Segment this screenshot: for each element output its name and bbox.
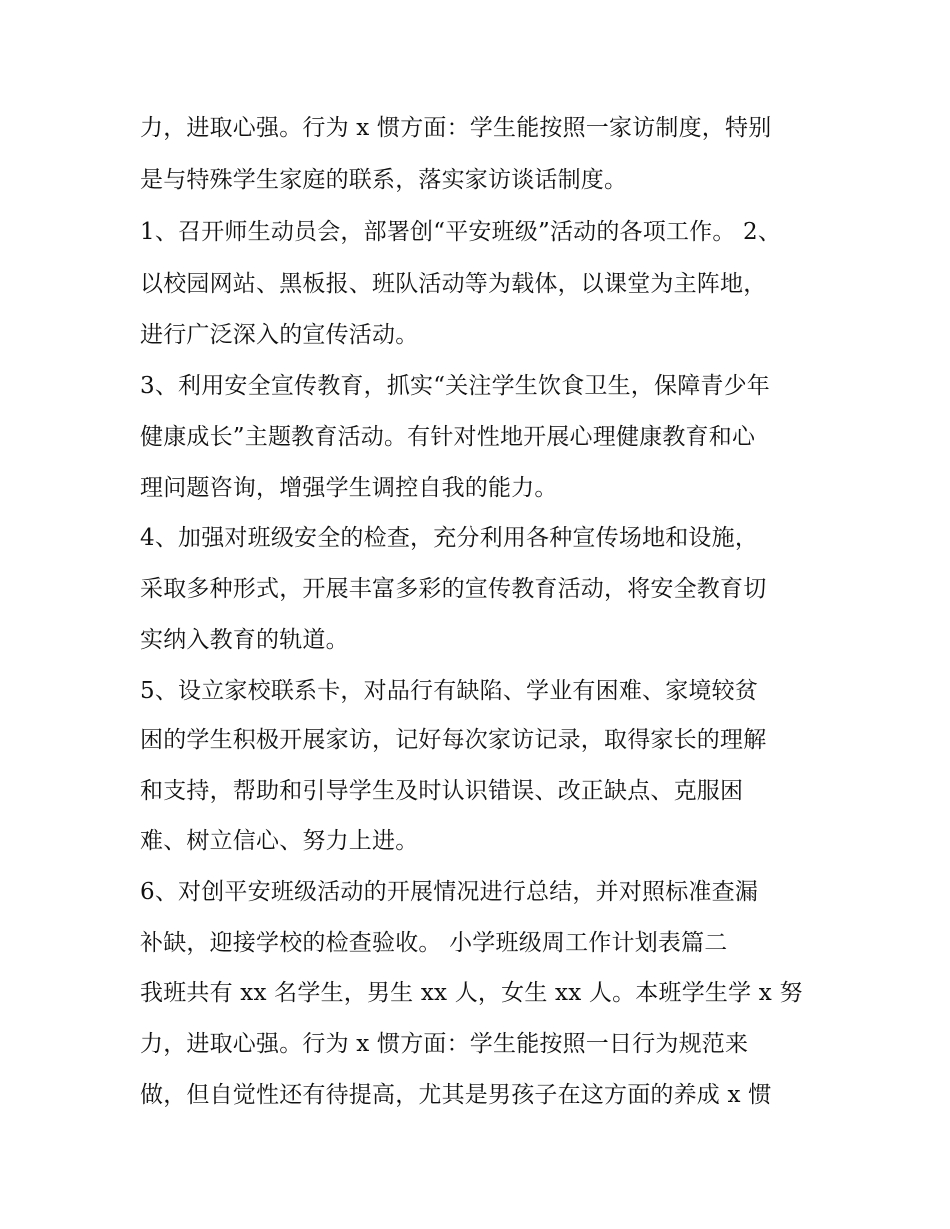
text-line: 3、利用安全宣传教育，抓实“关注学生饮食卫生，保障青少年: [140, 373, 770, 399]
text-line: 5、设立家校联系卡，对品行有缺陷、学业有困难、家境较贫: [140, 678, 759, 704]
text-line: 和支持，帮助和引导学生及时认识错误、改正缺点、克服困: [140, 778, 744, 804]
text-line: 困的学生积极开展家访，记好每次家访记录，取得家长的理解: [140, 727, 767, 753]
text-line: 难、树立信心、努力上进。: [140, 828, 419, 854]
text-line: 是与特殊学生家庭的联系，落实家访谈话制度。: [140, 167, 628, 193]
text-line: 我班共有 xx 名学生，男生 xx 人，女生 xx 人。本班学生学 x 努: [140, 980, 803, 1006]
text-line: 力，进取心强。行为 x 惯方面：学生能按照一日行为规范来: [140, 1031, 749, 1057]
text-line: 采取多种形式，开展丰富多彩的宣传教育活动，将安全教育切: [140, 576, 767, 602]
text-line: 健康成长”主题教育活动。有针对性地开展心理健康教育和心: [140, 424, 756, 450]
text-line: 实纳入教育的轨道。: [140, 627, 349, 653]
text-line: 进行广泛深入的宣传活动。: [140, 322, 419, 348]
text-line: 4、加强对班级安全的检查，充分利用各种宣传场地和设施，: [140, 525, 759, 551]
text-line: 理问题咨询，增强学生调控自我的能力。: [140, 475, 558, 501]
text-line: 6、对创平安班级活动的开展情况进行总结，并对照标准查漏: [140, 879, 759, 905]
text-line: 补缺，迎接学校的检查验收。 小学班级周工作计划表篇二: [140, 930, 728, 956]
text-line: 以校园网站、黑板报、班队活动等为载体，以课堂为主阵地，: [140, 271, 767, 297]
text-line: 力，进取心强。行为 x 惯方面：学生能按照一家访制度，特别: [140, 115, 772, 141]
text-line: 1、召开师生动员会，部署创“平安班级”活动的各项工作。 2、: [140, 219, 782, 245]
text-line: 做，但自觉性还有待提高，尤其是男孩子在这方面的养成 x 惯: [140, 1082, 772, 1108]
